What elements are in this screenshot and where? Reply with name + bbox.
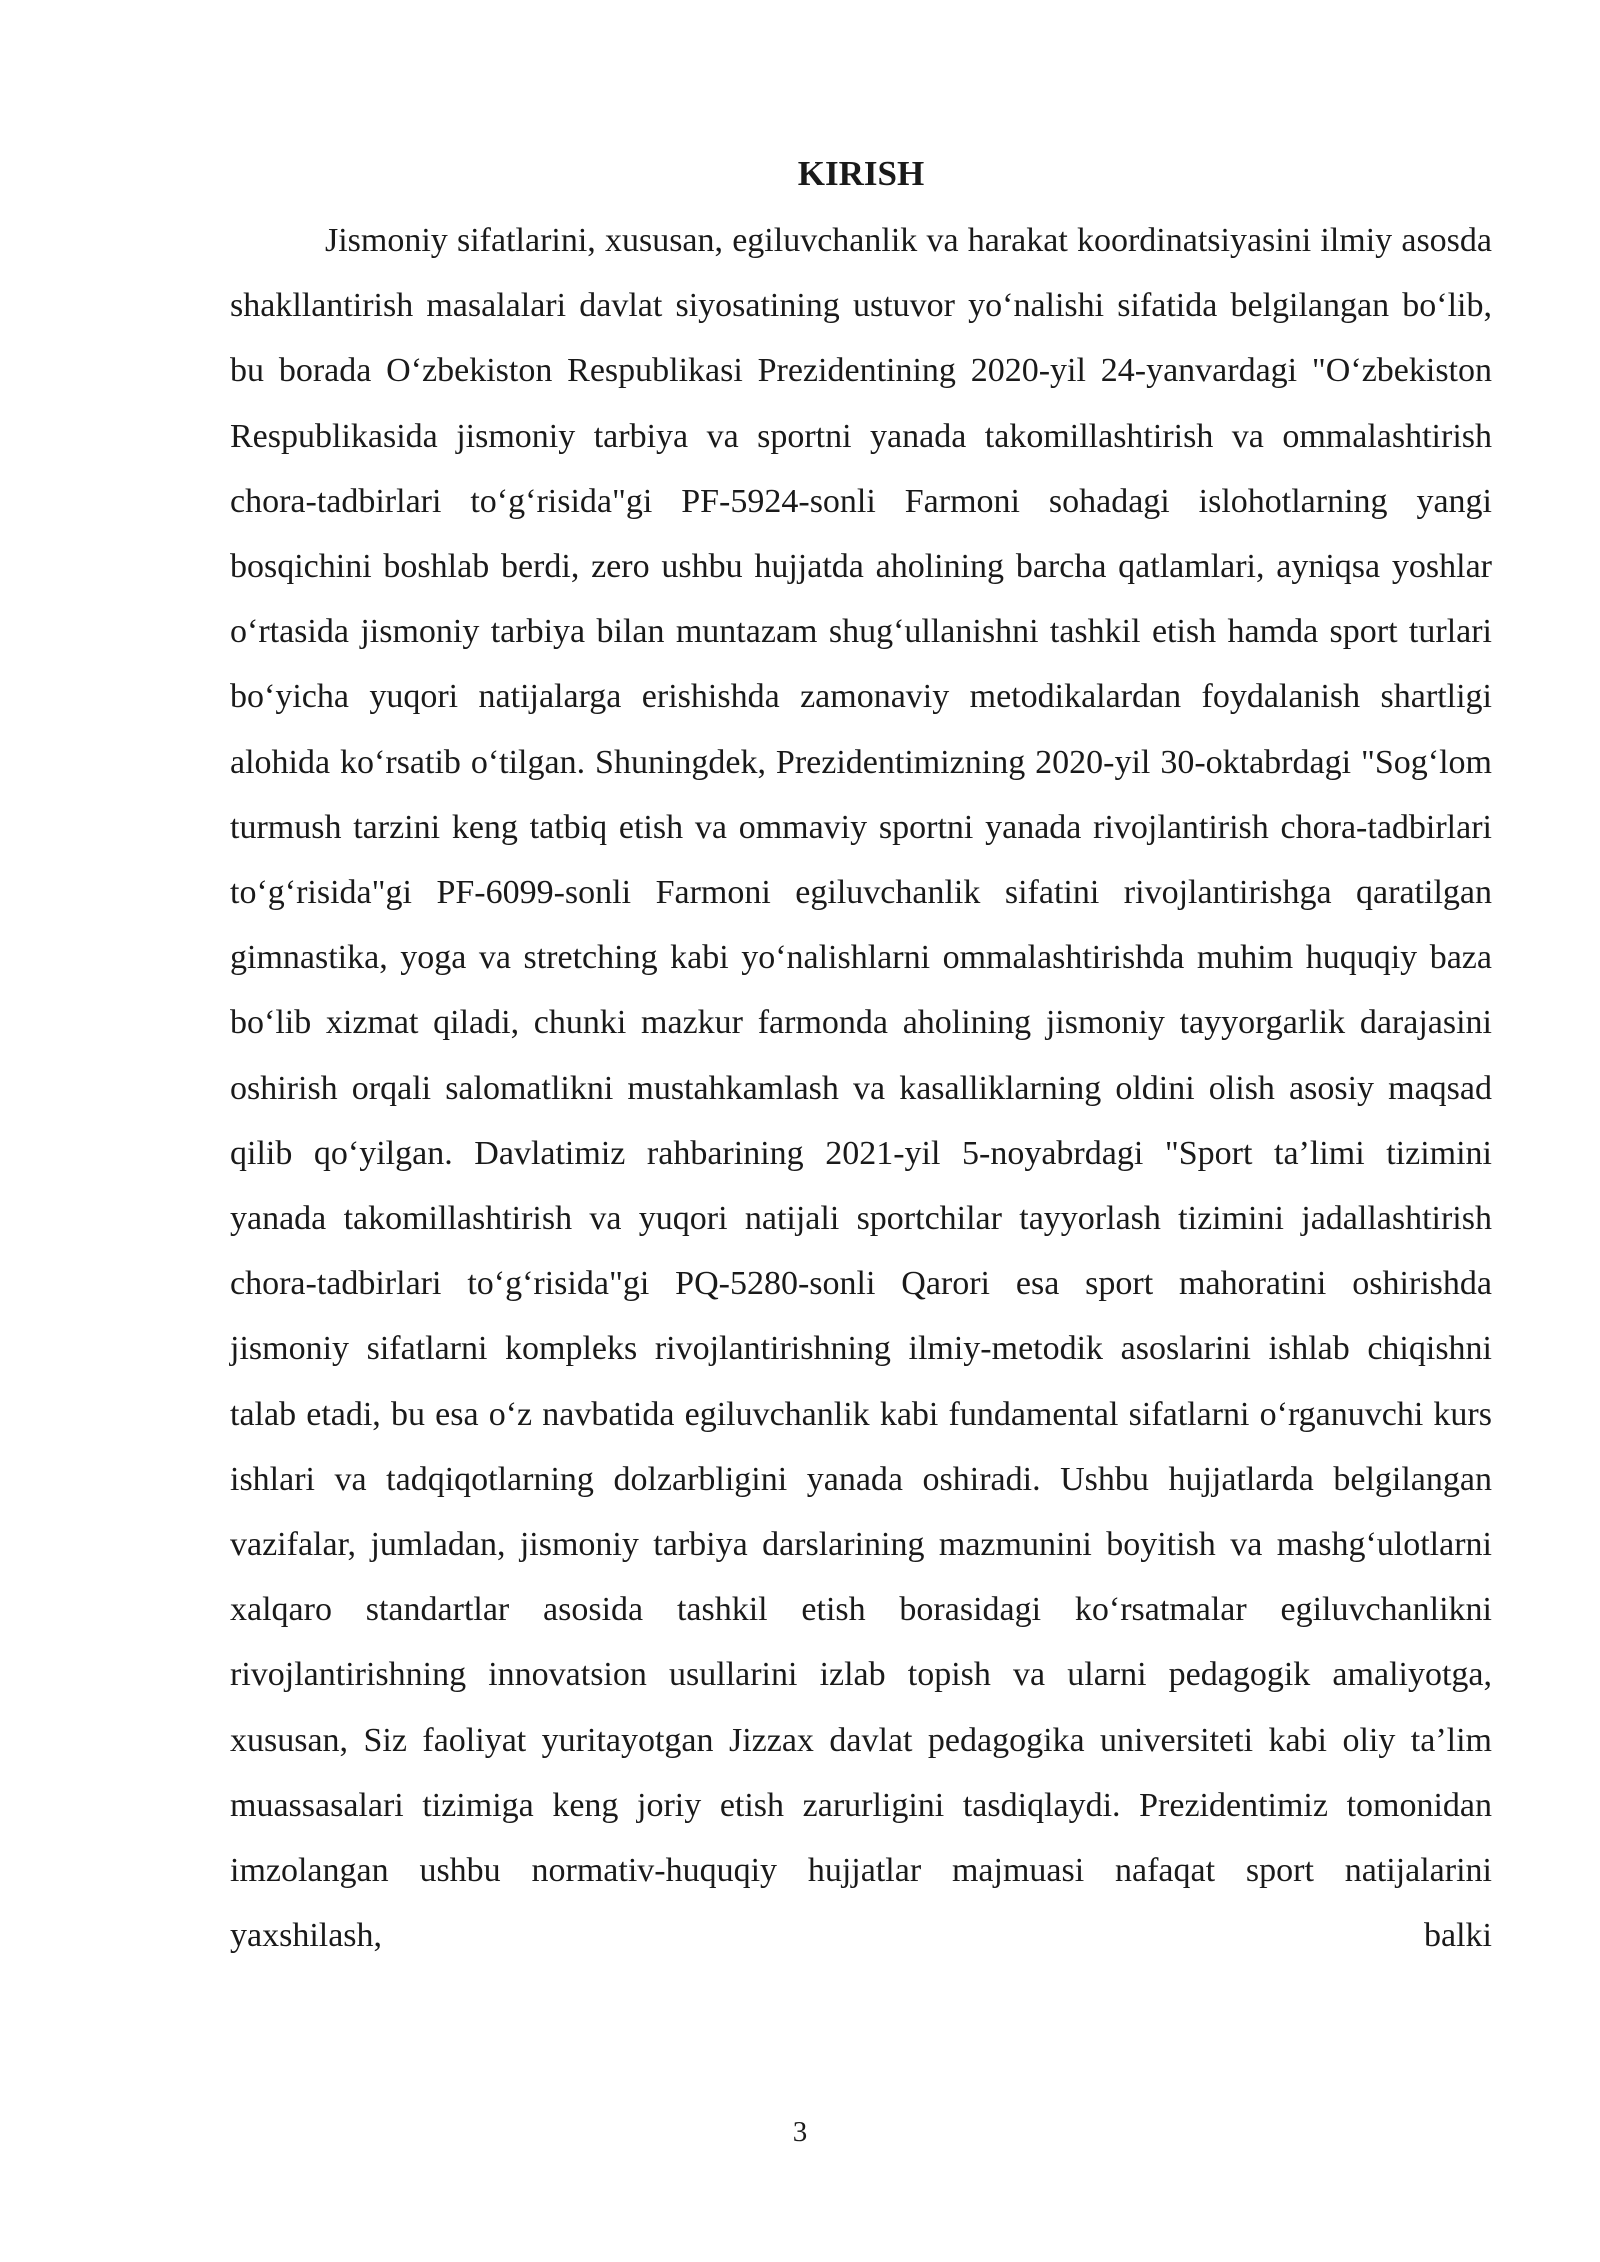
section-heading: KIRISH	[797, 154, 925, 193]
body-paragraph: Jismoniy sifatlarini, xususan, egiluvchanlik va harakat koordinatsiyasini ilmiy asosda shakllantirish masalalari davlat siyosatining ustuvor yo‘nalishi sifatida belgilangan bo‘lib, bu borada O‘zbekiston Respublikasi Prezidentining 2020-yil 24-yanvardagi "O‘zbekiston Respublikasida jismoniy tarbiya va sportni yanada takomillashtirish va ommalashtirish chora-tadbirlari to‘g‘risida"gi PF-5924-sonli Farmoni sohadagi islohotlarning yangi bosqichini boshlab berdi, zero ushbu hujjatda aholining barcha qatlamlari, ayniqsa yoshlar o‘rtasida jismoniy tarbiya bilan muntazam shug‘ullanishni tashkil etish hamda sport turlari bo‘yicha yuqori natijalarga erishishda zamonaviy metodikalardan foydalanish shartligi alohida ko‘rsatib o‘tilgan. Shuningdek, Prezidentimizning 2020-yil 30-oktabrdagi "Sog‘lom turmush tarzini keng tatbiq etish va ommaviy sportni yanada rivojlantirish chora-tadbirlari to‘g‘risida"gi PF-6099-sonli Farmoni egiluvchanlik sifatini rivojlantirishga qaratilgan gimnastika, yoga va stretching kabi yo‘nalishlarni ommalashtirishda muhim huquqiy baza bo‘lib xizmat qiladi, chunki mazkur farmonda aholining jismoniy tayyorgarlik darajasini oshirish orqali salomatlikni mustahkamlash va kasalliklarning oldini olish asosiy maqsad qilib qo‘yilgan. Davlatimiz rahbarining 2021-yil 5-noyabrdagi "Sport ta’limi tizimini yanada takomillashtirish va yuqori natijali sportchilar tayyorlash tizimini jadallashtirish chora-tadbirlari to‘g‘risida"gi PQ-5280-sonli Qarori esa sport mahoratini oshirishda jismoniy sifatlarni kompleks rivojlantirishning ilmiy-metodik asoslarini ishlab chiqishni talab etadi, bu esa o‘z navbatida egiluvchanlik kabi fundamental sifatlarni o‘rganuvchi kurs ishlari va tadqiqotlarning dolzarbligini yanada oshiradi. Ushbu hujjatlarda belgilangan vazifalar, jumladan, jismoniy tarbiya darslarining mazmunini boyitish va mashg‘ulotlarni xalqaro standartlar asosida tashkil etish borasidagi ko‘rsatmalar egiluvchanlikni rivojlantirishning innovatsion usullarini izlab topish va ularni pedagogik amaliyotga, xususan, Siz faoliyat yuritayotgan Jizzax davlat pedagogika universiteti kabi oliy ta’lim muassasalari tizimiga keng joriy etish zarurligini tasdiqlaydi. Prezidentimiz tomonidan imzolangan ushbu normativ-huquqiy hujjatlar majmuasi nafaqat sport natijalarini yaxshilash, balki	[230, 222, 1492, 1955]
page-number: 3	[792, 2116, 808, 2148]
